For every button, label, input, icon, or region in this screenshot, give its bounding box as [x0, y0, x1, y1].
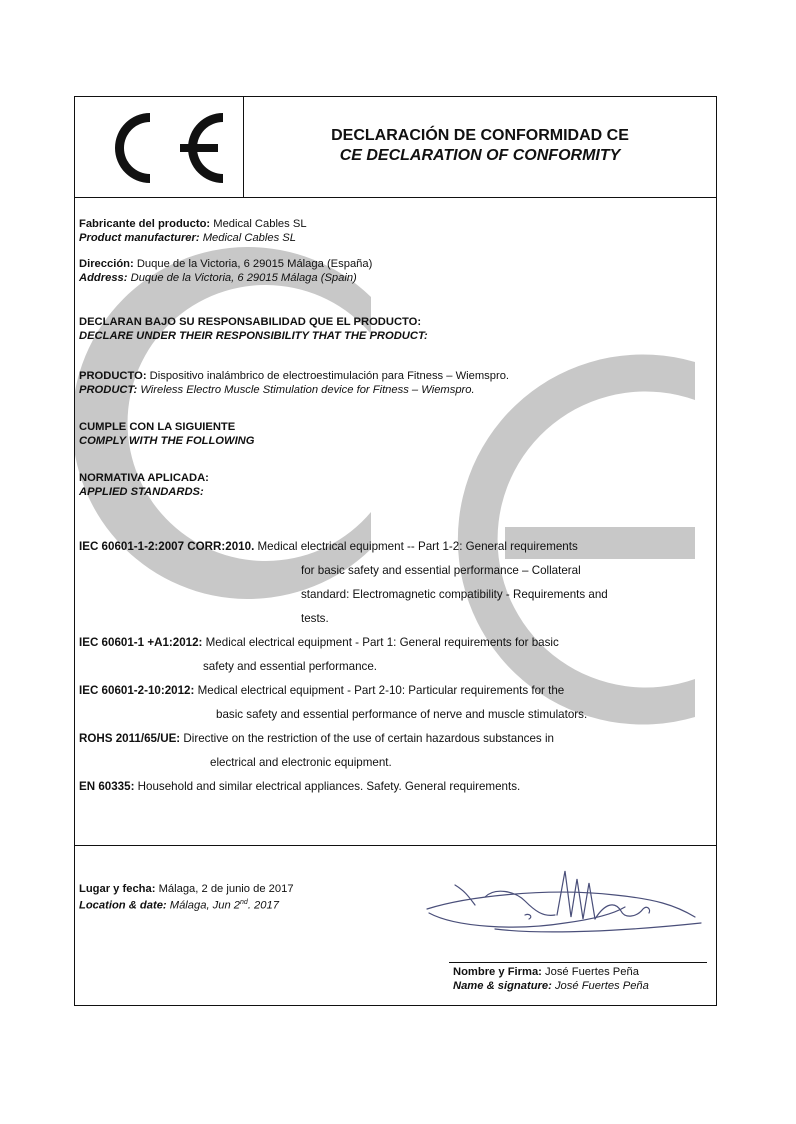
address-label-es: Dirección:	[79, 258, 134, 270]
standard-1-line-1: IEC 60601-1-2:2007 CORR:2010. Medical electrical equipment -- Part 1-2: General requirements	[79, 540, 578, 553]
normativa-block	[79, 471, 209, 499]
signature-value-es: José Fuertes Peña	[541, 966, 639, 978]
ce-logo-cell	[75, 97, 244, 197]
standard-2-code: IEC 60601-1 +A1:2012:	[79, 636, 203, 649]
standard-1-line-4: tests.	[301, 612, 329, 625]
standard-1-code: IEC 60601-1-2:2007 CORR:2010.	[79, 540, 255, 553]
standard-3-code: IEC 60601-2-10:2012:	[79, 684, 195, 697]
place-date-value-es: Málaga, 2 de junio de 2017	[155, 883, 294, 895]
declaration-block	[79, 315, 428, 343]
standard-2-line-1: IEC 60601-1 +A1:2012: Medical electrical equipment - Part 1: General requirements for basic	[79, 636, 559, 649]
signature-line	[449, 962, 707, 963]
place-date-label-es: Lugar y fecha:	[79, 883, 156, 895]
standard-3-line-1: IEC 60601-2-10:2012: Medical electrical equipment - Part 2-10: Particular requirements for the	[79, 684, 565, 697]
normativa-en: APPLIED STANDARDS:	[79, 486, 204, 498]
standard-5-code: EN 60335:	[79, 780, 135, 793]
address-value-es: Duque de la Victoria, 6 29015 Málaga (España)	[133, 258, 373, 270]
title-spanish: DECLARACIÓN DE CONFORMIDAD CE	[331, 127, 629, 144]
address-block	[79, 257, 372, 285]
product-label-en: PRODUCT:	[79, 384, 138, 396]
manufacturer-value-es: Medical Cables SL	[210, 218, 307, 230]
standard-4-code: ROHS 2011/65/UE:	[79, 732, 181, 745]
document-header	[75, 97, 716, 198]
standard-4-line-1: ROHS 2011/65/UE: Directive on the restriction of the use of certain hazardous substances in	[79, 732, 554, 745]
product-block	[79, 369, 509, 397]
standard-5-line-1: EN 60335: Household and similar electrical appliances. Safety. General requirements.	[79, 780, 521, 793]
manufacturer-label-es: Fabricante del producto:	[79, 218, 211, 230]
product-label-es: PRODUCTO:	[79, 370, 147, 382]
manufacturer-block	[79, 217, 307, 245]
declaration-document	[74, 96, 717, 1006]
signature-label-es: Nombre y Firma:	[453, 966, 542, 978]
signature-value-en: José Fuertes Peña	[551, 980, 649, 992]
handwritten-signature	[425, 857, 705, 947]
normativa-es: NORMATIVA APLICADA:	[79, 472, 209, 484]
product-value-en: Wireless Electro Muscle Stimulation device for Fitness – Wiemspro.	[137, 384, 475, 396]
product-value-es: Dispositivo inalámbrico de electroestimulación para Fitness – Wiemspro.	[146, 370, 510, 382]
address-value-en: Duque de la Victoria, 6 29015 Málaga (Spain)	[127, 272, 357, 284]
declaration-en: DECLARE UNDER THEIR RESPONSIBILITY THAT THE PRODUCT:	[79, 330, 428, 342]
ce-watermark	[75, 197, 716, 845]
title-cell	[244, 97, 716, 197]
standard-4-line-2: electrical and electronic equipment.	[210, 756, 392, 769]
declaration-es: DECLARAN BAJO SU RESPONSABILIDAD QUE EL PRODUCTO:	[79, 316, 422, 328]
address-label-en: Address:	[79, 272, 128, 284]
comply-block	[79, 420, 254, 448]
manufacturer-value-en: Medical Cables SL	[199, 232, 296, 244]
footer-divider	[75, 845, 716, 846]
comply-en: COMPLY WITH THE FOLLOWING	[79, 435, 255, 447]
title-english: CE DECLARATION OF CONFORMITY	[339, 147, 621, 164]
standard-3-line-2: basic safety and essential performance of nerve and muscle stimulators.	[216, 708, 588, 721]
ce-logo	[75, 97, 243, 197]
standard-1-line-3: standard: Electromagnetic compatibility - Requirements and	[301, 588, 608, 601]
place-date-label-en: Location & date:	[79, 899, 167, 912]
standard-1-line-2: for basic safety and essential performance – Collateral	[301, 564, 581, 577]
standard-2-line-2: safety and essential performance.	[203, 660, 378, 673]
place-date-block: Lugar y fecha: Málaga, 2 de junio de 2017 Location & date: Málaga, Jun 2nd. 2017	[79, 883, 294, 912]
comply-es: CUMPLE CON LA SIGUIENTE	[79, 421, 236, 433]
manufacturer-label-en: Product manufacturer:	[79, 232, 200, 244]
signature-label-en: Name & signature:	[453, 980, 552, 992]
signature-caption	[453, 965, 649, 993]
